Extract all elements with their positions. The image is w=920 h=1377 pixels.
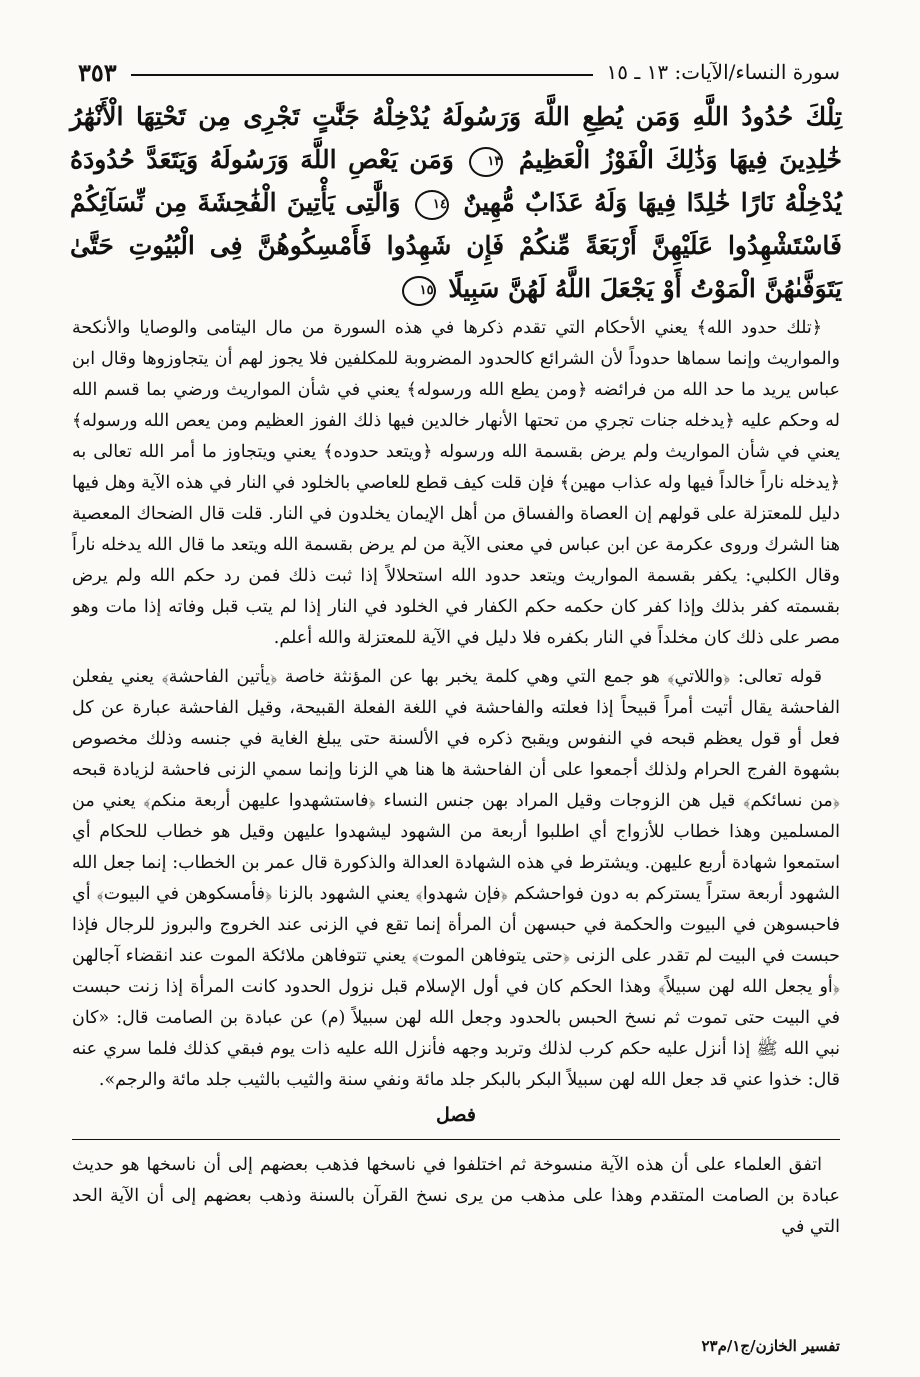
- header-rule: [131, 74, 593, 76]
- ayah-marker-14: ١٤: [415, 190, 449, 220]
- verse-13-text: تِلْكَ حُدُودُ اللَّهِ وَمَن يُطِعِ اللَّهَ وَرَسُولَهُ يُدْخِلْهُ جَنَّٰتٍ تَجْرِى مِن تَحْتِهَا الْأَنْهَٰرُ خَٰلِدِينَ فِيهَا وَذَٰلِكَ الْفَوْزُ الْعَظِيمُ: [70, 102, 842, 174]
- footer-signature: تفسير الخازن/ج١/م٢٣: [701, 1337, 840, 1355]
- verse-14-text: وَمَن يَعْصِ اللَّهَ وَرَسُولَهُ وَيَتَعَدَّ حُدُودَهُ يُدْخِلْهُ نَارًا خَٰلِدًا فِيهَا وَلَهُ عَذَابٌ مُّهِينٌ: [70, 145, 842, 217]
- commentary-paragraph-2: قوله تعالى: ﴿واللاتي﴾ هو جمع التي وهي كلمة يخبر بها عن المؤنثة خاصة ﴿يأتين الفاحشة﴾ يعني يفعلن الفاحشة يقال أتيت أمراً قبيحاً إذا فعلته والفاحشة في اللغة الفعلة القبيحة، وقيل الفاحشة عبارة عن كل فعل أو قول يعظم قبحه في النفوس ويقبح ذكره في الألسنة حتى يبلغ الغاية في جنسه وذلك مخصوص بشهوة الفرج الحرام ولذلك أجمعوا على أن الفاحشة ها هنا هي الزنا وإنما سمي الزنى فاحشة لزيادة قبحه ﴿من نسائكم﴾ قيل هن الزوجات وقيل المراد بهن جنس النساء ﴿فاستشهدوا عليهن أربعة منكم﴾ يعني من المسلمين وهذا خطاب للأزواج أي اطلبوا أربعة من الشهود ليشهدوا عليهن وقيل هو خطاب للحكام أي استمعوا شهادة أربع عليهن. ويشترط في هذه الشهادة العدالة والذكورة قال عمر بن الخطاب: إنما جعل الله الشهود أربعة ستراً يستركم به دون فواحشكم ﴿فإن شهدوا﴾ يعني الشهود بالزنا ﴿فأمسكوهن في البيوت﴾ أي فاحبسوهن في البيوت والحكمة في حبسهن أن المرأة إنما تقع في الزنى عند الخروج والبروز للرجال فإذا حبست في البيت لم تقدر على الزنى ﴿حتى يتوفاهن الموت﴾ يعني تتوفاهن ملائكة الموت عند انقضاء آجالهن ﴿أو يجعل الله لهن سبيلاً﴾ وهذا الحكم كان في أول الإسلام قبل نزول الحدود كانت المرأة إذا زنت حبست في البيت حتى تموت ثم نسخ الحبس بالحدود وجعل الله لهن سبيلاً (م) عن عبادة بن الصامت قال: «كان نبي الله ﷺ إذا أنزل عليه حكم كرب لذلك وتربد وجهه فأنزل الله عليه ذات يوم فبقي كذلك فلما سري عنه قال: خذوا عني قد جعل الله لهن سبيلاً البكر بالبكر جلد مائة ونفي سنة والثيب بالثيب جلد مائة والرجم».: [72, 667, 840, 1090]
- ayah-marker-13: ١٣: [469, 147, 503, 177]
- section-divider: [72, 1139, 840, 1140]
- ayah-marker-15: ١٥: [402, 276, 436, 306]
- page-number: ٣٥٣: [78, 57, 117, 87]
- commentary-paragraph-1: ﴿تلك حدود الله﴾ يعني الأحكام التي تقدم ذكرها في هذه السورة من مال اليتامى والوصايا والأنكحة والمواريث وإنما سماها حدوداً لأن الشرائع كالحدود المضروبة للمكلفين فلا يجوز لهم أن يتجاوزوها وقال ابن عباس يريد ما حد الله من فرائضه ﴿ومن يطع الله ورسوله﴾ يعني في شأن المواريث ورضي بما قسم الله له وحكم عليه ﴿يدخله جنات تجري من تحتها الأنهار خالدين فيها ذلك الفوز العظيم ومن يعص الله ورسوله﴾ يعني في شأن المواريث ولم يرض بقسمة الله ورسوله ﴿ويتعد حدوده﴾ يعني ويتجاوز ما أمر الله تعالى به ﴿يدخله ناراً خالداً فيها وله عذاب مهين﴾ فإن قلت كيف قطع للعاصي بالخلود في النار في هذه الآية وهل فيها دليل للمعتزلة على قولهم إن العصاة والفساق من أهل الإيمان يخلدون في النار. قلت قال الضحاك المعصية هنا الشرك وروى عكرمة عن ابن عباس في معنى الآية من لم يرض بقسمة الله ويتعد ما قال الله يدخله ناراً وقال الكلبي: يكفر بقسمة المواريث ويتعد حدود الله استحلالاً إذا ثبت ذلك فمن رد حكم الله ولم يرض بقسمته كفر بذلك وإذا كفر كان حكمه حكم الكفار في الخلود في النار إذا لم يتب قبل وفاته إذا مات وهو مصر على ذلك كان مخلداً في النار بكفره فلا دليل في الآية للمعتزلة والله أعلم.: [72, 318, 840, 648]
- page-header: [78, 52, 840, 92]
- commentary-paragraph-3: اتفق العلماء على أن هذه الآية منسوخة ثم اختلفوا في ناسخها فذهب بعضهم إلى أن ناسخها هو حديث عبادة بن الصامت المتقدم وهذا على مذهب من يرى نسخ القرآن بالسنة وذهب بعضهم إلى أن الآية الحد التي في: [72, 1155, 840, 1237]
- surah-title: سورة النساء/الآيات: ١٣ ـ ١٥: [606, 60, 840, 84]
- verse-15-text: وَالَّٰتِى يَأْتِينَ الْفَٰحِشَةَ مِن نِّسَآئِكُمْ فَاسْتَشْهِدُوا عَلَيْهِنَّ أَرْبَعَةً مِّنكُمْ فَإِن شَهِدُوا فَأَمْسِكُوهُنَّ فِى الْبُيُوتِ حَتَّىٰ يَتَوَفَّىٰهُنَّ الْمَوْتُ أَوْ يَجْعَلَ اللَّهُ لَهُنَّ سَبِيلًا: [70, 188, 842, 303]
- commentary-body: [72, 313, 840, 1243]
- quran-verses: [70, 95, 842, 310]
- section-title: فصل: [436, 1104, 476, 1126]
